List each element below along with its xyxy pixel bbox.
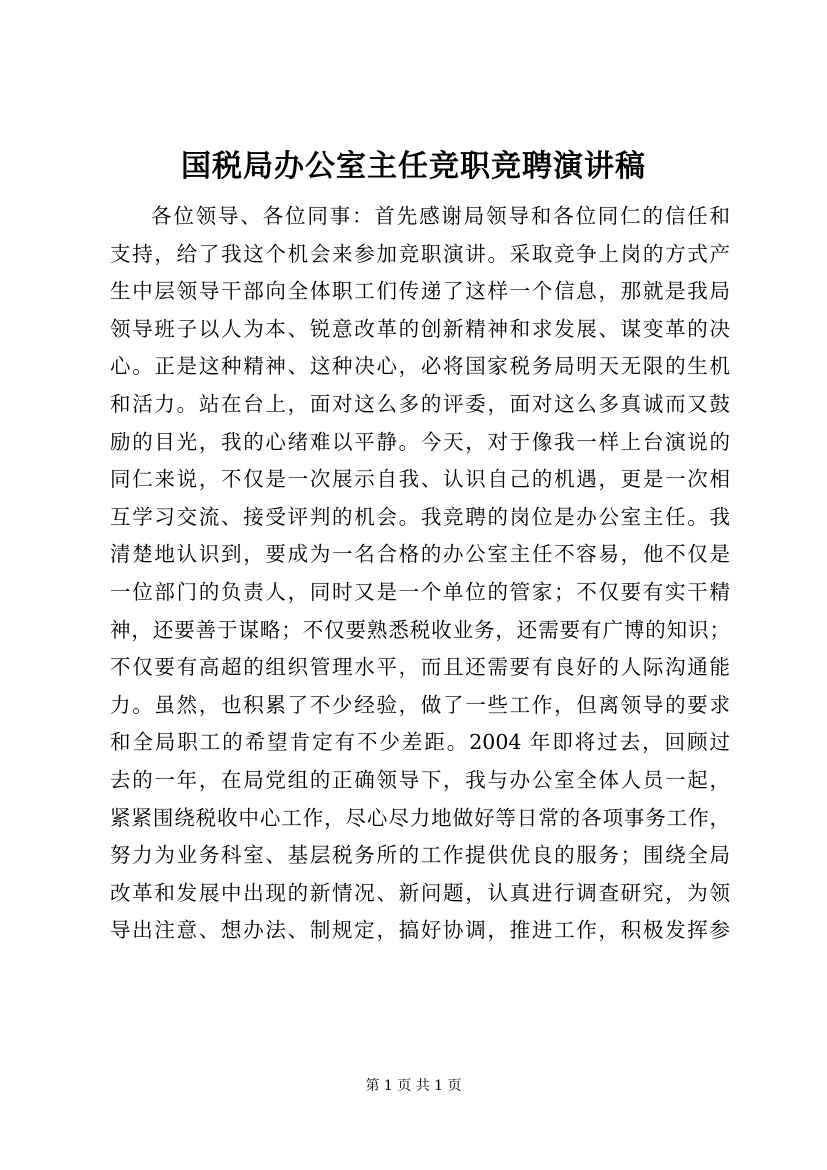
paragraph-line: 生中层领导干部向全体职工们传递了这样一个信息，那就是我局 [110, 279, 730, 304]
page-number-footer: 第 1 页 共 1 页 [365, 1078, 462, 1094]
paragraph-line: 同仁来说，不仅是一次展示自我、认识自己的机遇，更是一次相 [110, 467, 730, 492]
document-title: 国税局办公室主任竞职竞聘演讲稿 [181, 149, 646, 184]
paragraph-line: 和活力。站在台上，面对这么多的评委，面对这么多真诚而又鼓 [110, 391, 730, 416]
paragraph-line: 清楚地认识到，要成为一名合格的办公室主任不容易，他不仅是 [110, 542, 730, 567]
paragraph-line: 努力为业务科室、基层税务所的工作提供优良的服务；围绕全局 [110, 843, 730, 868]
paragraph-line: 力。虽然，也积累了不少经验，做了一些工作，但离领导的要求 [110, 692, 730, 717]
paragraph-line: 励的目光，我的心绪难以平静。今天，对于像我一样上台演说的 [110, 429, 730, 454]
paragraph-line: 不仅要有高超的组织管理水平，而且还需要有良好的人际沟通能 [110, 655, 730, 680]
paragraph-line: 神，还要善于谋略；不仅要熟悉税收业务，还需要有广博的知识； [110, 617, 730, 642]
paragraph-line: 导出注意、想办法、制规定，搞好协调，推进工作，积极发挥参 [110, 918, 730, 943]
paragraph-line: 领导班子以人为本、锐意改革的创新精神和求发展、谋变革的决 [110, 316, 730, 341]
paragraph-line: 和全局职工的希望肯定有不少差距。2004 年即将过去，回顾过 [110, 730, 730, 755]
paragraph-line: 互学习交流、接受评判的机会。我竞聘的岗位是办公室主任。我 [110, 504, 730, 529]
paragraph-line: 一位部门的负责人，同时又是一个单位的管家；不仅要有实干精 [110, 579, 730, 604]
paragraph-line: 改革和发展中出现的新情况、新问题，认真进行调查研究，为领 [110, 880, 730, 905]
paragraph-line: 各位领导、各位同事：首先感谢局领导和各位同仁的信任和 [151, 204, 730, 228]
paragraph-line: 心。正是这种精神、这种决心，必将国家税务局明天无限的生机 [110, 354, 730, 379]
paragraph-line: 支持，给了我这个机会来参加竞职演讲。采取竞争上岗的方式产 [110, 241, 730, 266]
document-body [110, 198, 730, 950]
paragraph-line: 紧紧围绕税收中心工作，尽心尽力地做好等日常的各项事务工作， [110, 805, 730, 830]
paragraph-line: 去的一年，在局党组的正确领导下，我与办公室全体人员一起， [110, 767, 730, 792]
